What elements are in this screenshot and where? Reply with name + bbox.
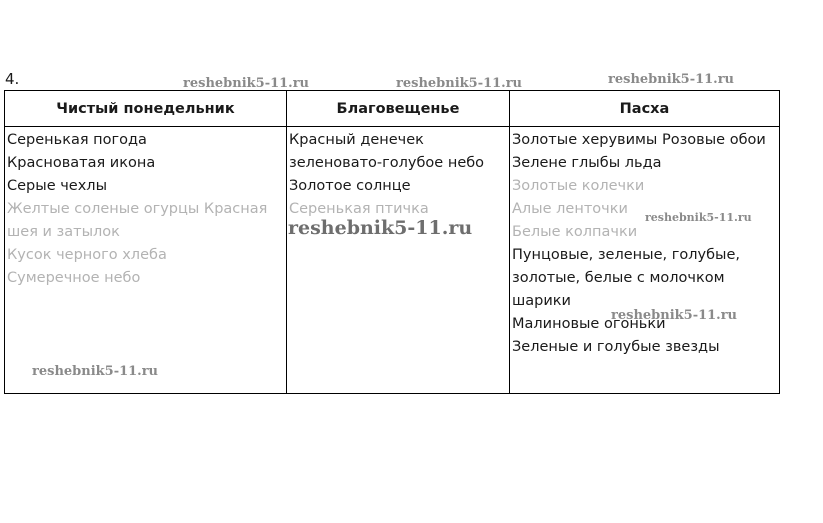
header-chistyi-ponedelnik: Чистый понедельник	[5, 91, 287, 127]
list-item: Серенькая погода	[7, 132, 147, 148]
list-item: Красный денечек	[289, 132, 424, 148]
list-item: Золотое солнце	[289, 178, 411, 194]
watermark: reshebnik5-11.ru	[32, 364, 159, 379]
list-item: Малиновые огоньки	[512, 316, 666, 332]
list-item: Красноватая икона	[7, 155, 156, 171]
list-item: Золотые херувимы Розовые обои	[512, 132, 766, 148]
list-item: Желтые соленые огурцы Красная шея и затылок	[7, 201, 268, 240]
cell-paskha	[510, 127, 780, 394]
list-item: Алые ленточки	[512, 201, 628, 217]
cell-blagoveshchenie	[287, 127, 510, 394]
cell-chistyi-ponedelnik	[5, 127, 287, 394]
list-item: зеленовато-голубое небо	[289, 155, 485, 171]
list-item: Серые чехлы	[7, 178, 108, 194]
list-item: Пунцовые, зеленые, голубые, золотые, белые с молочком шарики	[512, 247, 740, 309]
header-paskha: Пасха	[510, 91, 780, 127]
list-item: Золотые колечки	[512, 178, 645, 194]
watermark: reshebnik5-11.ru	[608, 72, 735, 87]
watermark: reshebnik5-11.ru	[396, 76, 523, 91]
task-number: 4.	[5, 70, 20, 88]
list-item: Кусок черного хлеба	[7, 247, 167, 263]
list-item: Зелене глыбы льда	[512, 155, 662, 171]
watermark: reshebnik5-11.ru	[183, 76, 310, 91]
watermark: reshebnik5-11.ru	[288, 217, 473, 239]
watermark: reshebnik5-11.ru	[611, 308, 738, 323]
comparison-table	[4, 90, 780, 394]
list-item: Серенькая птичка	[289, 201, 429, 217]
list-item: Сумеречное небо	[7, 270, 141, 286]
list-item: Белые колпачки	[512, 224, 638, 240]
watermark: reshebnik5-11.ru	[645, 211, 752, 224]
list-item: Зеленые и голубые звезды	[512, 339, 720, 355]
table-header-row	[5, 91, 780, 127]
table-row	[5, 127, 780, 394]
header-blagoveshchenie: Благовещенье	[287, 91, 510, 127]
